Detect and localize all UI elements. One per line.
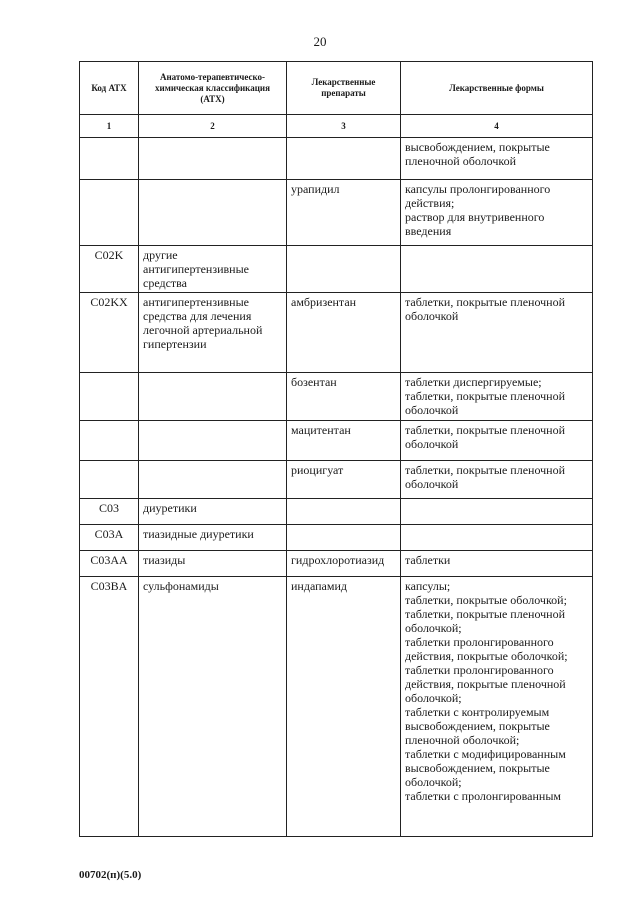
drug-name-cell: гидрохлоротиазид — [287, 551, 401, 577]
atc-code-cell: C03AA — [80, 551, 139, 577]
table-body — [80, 138, 593, 837]
table-row — [80, 180, 593, 246]
atc-class-cell — [139, 461, 287, 499]
dosage-forms-cell: капсулы пролонгированного действия; раствор для внутривенного введения — [401, 180, 593, 246]
table-row — [80, 577, 593, 837]
drug-name-cell — [287, 499, 401, 525]
header-drugs: Лекарственные препараты — [287, 62, 401, 115]
dosage-forms-cell: таблетки диспергируемые; таблетки, покрытые пленочной оболочкой — [401, 373, 593, 421]
drug-classification-table — [79, 61, 593, 837]
atc-class-cell: тиазидные диуретики — [139, 525, 287, 551]
document-code: 00702(п)(5.0) — [79, 869, 142, 881]
dosage-forms-cell: капсулы; таблетки, покрытые оболочкой; таблетки, покрытые пленочной оболочкой; таблетки пролонгированного действия, покрытые оболочкой; таблетки пролонгированного действия, покрытые пленочной оболочкой; таблетки с контролируемым высвобождением, покрытые пленочной оболочкой; таблетки с модифицированным высвобождением, покрытые оболочкой; таблетки с пролонгированным — [401, 577, 593, 837]
column-number: 1 — [80, 115, 139, 138]
table-row — [80, 421, 593, 461]
header-atc-code: Код АТХ — [80, 62, 139, 115]
table-row — [80, 525, 593, 551]
table-row — [80, 499, 593, 525]
atc-class-cell: сульфонамиды — [139, 577, 287, 837]
dosage-forms-cell: таблетки, покрытые пленочной оболочкой — [401, 421, 593, 461]
drug-name-cell — [287, 138, 401, 180]
table-row — [80, 138, 593, 180]
atc-code-cell: C03 — [80, 499, 139, 525]
atc-class-cell: диуретики — [139, 499, 287, 525]
table-header-row — [80, 62, 593, 115]
drug-name-cell — [287, 246, 401, 293]
atc-class-cell: антигипертензивные средства для лечения легочной артериальной гипертензии — [139, 293, 287, 373]
page-number: 20 — [313, 34, 327, 49]
column-number: 2 — [139, 115, 287, 138]
atc-class-cell — [139, 180, 287, 246]
atc-code-cell: C03BA — [80, 577, 139, 837]
drug-name-cell: урапидил — [287, 180, 401, 246]
column-number: 4 — [401, 115, 593, 138]
atc-class-cell — [139, 138, 287, 180]
table-row — [80, 293, 593, 373]
table-row — [80, 373, 593, 421]
atc-class-cell — [139, 421, 287, 461]
dosage-forms-cell — [401, 499, 593, 525]
dosage-forms-cell: высвобождением, покрытые пленочной оболочкой — [401, 138, 593, 180]
atc-class-cell — [139, 373, 287, 421]
drug-name-cell: индапамид — [287, 577, 401, 837]
dosage-forms-cell: таблетки, покрытые пленочной оболочкой — [401, 461, 593, 499]
atc-code-cell: C02K — [80, 246, 139, 293]
column-numbers-row — [80, 115, 593, 138]
table-row — [80, 461, 593, 499]
drug-name-cell: мацитентан — [287, 421, 401, 461]
atc-class-cell: другие антигипертензивные средства — [139, 246, 287, 293]
atc-code-cell: C02KX — [80, 293, 139, 373]
dosage-forms-cell: таблетки, покрытые пленочной оболочкой — [401, 293, 593, 373]
header-dosage-forms: Лекарственные формы — [401, 62, 593, 115]
drug-name-cell: риоцигуат — [287, 461, 401, 499]
atc-code-cell — [80, 373, 139, 421]
dosage-forms-cell — [401, 525, 593, 551]
column-number: 3 — [287, 115, 401, 138]
atc-code-cell: C03A — [80, 525, 139, 551]
atc-code-cell — [80, 461, 139, 499]
dosage-forms-cell — [401, 246, 593, 293]
atc-class-cell: тиазиды — [139, 551, 287, 577]
drug-name-cell: амбризентан — [287, 293, 401, 373]
drug-name-cell — [287, 525, 401, 551]
dosage-forms-cell: таблетки — [401, 551, 593, 577]
atc-code-cell — [80, 180, 139, 246]
atc-code-cell — [80, 421, 139, 461]
header-atc-classification: Анатомо-терапевтическо-химическая классификация (АТХ) — [139, 62, 287, 115]
drug-name-cell: бозентан — [287, 373, 401, 421]
atc-code-cell — [80, 138, 139, 180]
table-row — [80, 246, 593, 293]
table-row — [80, 551, 593, 577]
